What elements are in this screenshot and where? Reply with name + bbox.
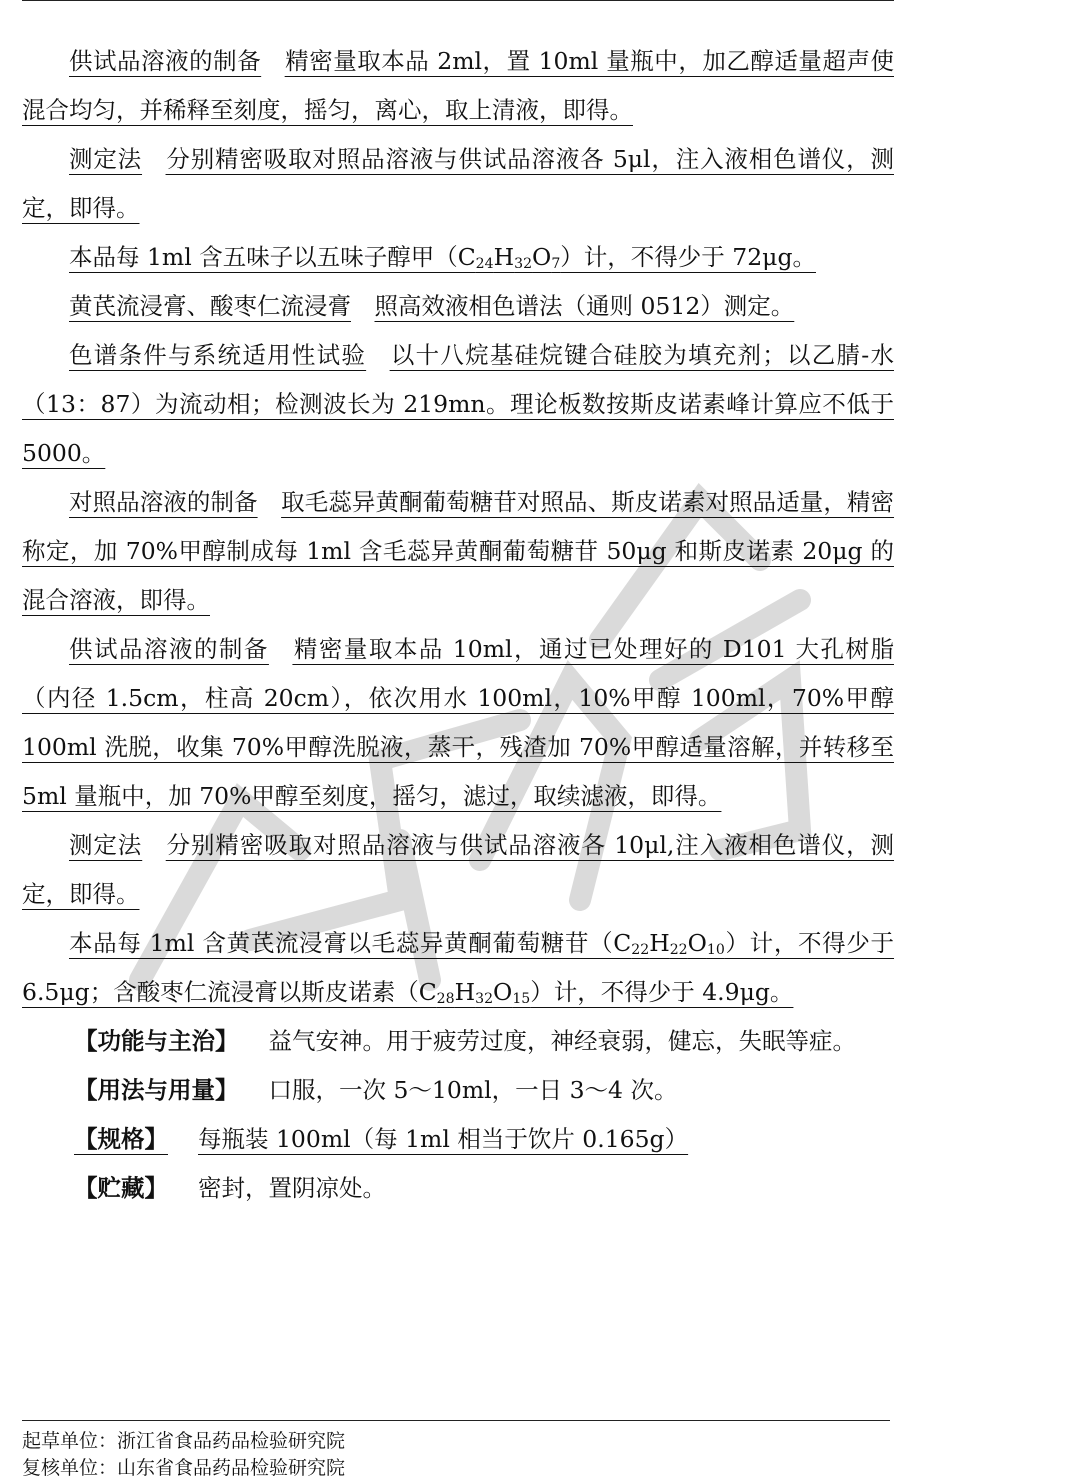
paragraph-assay-2 [22, 821, 894, 919]
section-label: 【用法与用量】 [74, 1076, 239, 1104]
section-indications [22, 1017, 894, 1066]
document-body [22, 37, 894, 1213]
section-text: 密封，置阴凉处。 [198, 1174, 386, 1202]
footer-rule [22, 1420, 890, 1421]
top-rule [22, 0, 894, 1]
drafting-unit: 起草单位：浙江省食品药品检验研究院 [22, 1430, 346, 1452]
section-specification [22, 1115, 894, 1164]
section-heading: 对照品溶液的制备 [69, 488, 258, 516]
paragraph-text: 分别精密吸取对照品溶液与供试品溶液各 10μl,注入液相色谱仪，测定，即得。 [22, 831, 895, 908]
formula-subscript: 28 [436, 990, 455, 1007]
paragraph-text: 照高效液相色谱法（通则 0512）测定。 [374, 292, 795, 320]
paragraph-text: 以十八烷基硅烷键合硅胶为填充剂；以乙腈-水（13：87）为流动相；检测波长为 219mn。理论板数按斯皮诺素峰计算应不低于 5000。 [22, 341, 894, 467]
formula-text: ）计，不得少于 72μg。 [560, 243, 816, 271]
paragraph-content-limit-2 [22, 919, 894, 1017]
section-heading: 供试品溶液的制备 [69, 47, 262, 75]
paragraph-reference-solution [22, 478, 894, 625]
formula-text: 本品每 1ml 含五味子以五味子醇甲（C [69, 243, 476, 271]
paragraph-extract-assay [22, 282, 894, 331]
section-dosage [22, 1066, 894, 1115]
formula-subscript: 24 [475, 255, 494, 272]
paragraph-text: 分别精密吸取对照品溶液与供试品溶液各 5μl，注入液相色谱仪，测定，即得。 [22, 145, 894, 222]
review-unit: 复核单位：山东省食品药品检验研究院 [22, 1457, 346, 1479]
section-text: 益气安神。用于疲劳过度，神经衰弱，健忘，失眠等症。 [268, 1027, 856, 1055]
formula-subscript: 10 [706, 941, 725, 958]
formula-subscript: 22 [631, 941, 650, 958]
section-heading: 黄芪流浸膏、酸枣仁流浸膏 [69, 292, 351, 320]
section-label: 【规格】 [74, 1125, 168, 1153]
section-heading: 色谱条件与系统适用性试验 [69, 341, 367, 369]
formula-subscript: 32 [475, 990, 494, 1007]
formula-text: H [493, 243, 515, 271]
formula-text: H [454, 978, 476, 1006]
formula-text: O [687, 929, 707, 957]
section-label: 【功能与主治】 [74, 1027, 239, 1055]
section-text: 每瓶装 100ml（每 1ml 相当于饮片 0.165g） [198, 1125, 689, 1153]
formula-subscript: 32 [514, 255, 533, 272]
formula-subscript: 22 [669, 941, 688, 958]
formula-text: ）计，不得少于 4.9μg。 [530, 978, 794, 1006]
paragraph-chromatography [22, 331, 894, 478]
formula-text: H [649, 929, 670, 957]
section-text: 口服，一次 5～10ml，一日 3～4 次。 [268, 1076, 678, 1104]
section-heading: 测定法 [69, 145, 143, 173]
paragraph-content-limit [22, 233, 894, 282]
section-label: 【贮藏】 [74, 1174, 168, 1202]
paragraph-assay [22, 135, 894, 233]
section-heading: 测定法 [69, 831, 143, 859]
paragraph-test-solution-2 [22, 625, 894, 821]
paragraph-text: 精密量取本品 2ml，置 10ml 量瓶中，加乙醇适量超声使混合均匀，并稀释至刻度，摇匀，离心，取上清液，即得。 [22, 47, 894, 124]
section-heading: 供试品溶液的制备 [69, 635, 269, 663]
paragraph-text: 取毛蕊异黄酮葡萄糖苷对照品、斯皮诺素对照品适量，精密称定，加 70%甲醇制成每 1ml 含毛蕊异黄酮葡萄糖苷 50μg 和斯皮诺素 20μg 的混合溶液，即得。 [22, 488, 895, 614]
section-storage [22, 1164, 894, 1213]
formula-text: ）计，不得少于 6.5μg；含酸枣仁流浸膏以斯皮诺素（C [22, 929, 895, 1006]
paragraph-text: 精密量取本品 10ml，通过已处理好的 D101 大孔树脂（内径 1.5cm，柱高 20cm），依次用水 100ml，10%甲醇 100ml，70%甲醇 100ml 洗脱，收集 70%甲醇洗脱液，蒸干，残渣加 70%甲醇适量溶解，并转移至 5ml 量瓶中，加 70%甲醇至刻度，摇匀，滤过，取续滤液，即得。 [22, 635, 894, 810]
formula-text: O [532, 243, 552, 271]
formula-subscript: 15 [512, 990, 531, 1007]
paragraph-test-solution [22, 37, 894, 135]
footer [22, 1428, 345, 1482]
formula-text: O [493, 978, 513, 1006]
formula-subscript: 7 [551, 255, 561, 272]
formula-text: 本品每 1ml 含黄芪流浸膏以毛蕊异黄酮葡萄糖苷（C [69, 929, 632, 957]
